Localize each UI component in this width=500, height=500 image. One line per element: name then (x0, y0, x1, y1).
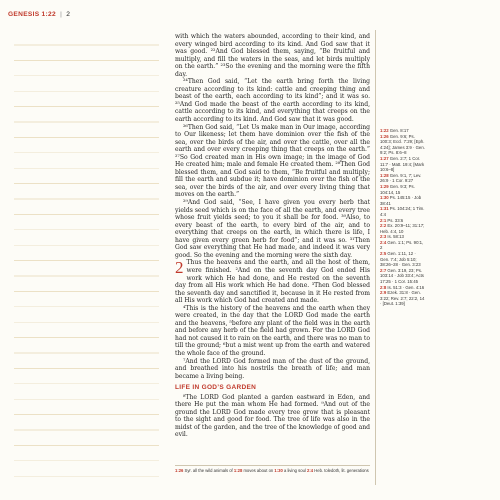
footnote (274, 468, 307, 473)
cross-reference-verse: 2:5 (380, 251, 388, 257)
cross-reference-verse: 1:28 (380, 172, 390, 178)
cross-reference-text: Gen. 8:17 (389, 128, 409, 133)
cross-reference-verse: 1:22 (380, 128, 390, 133)
cross-reference-text: Ex. 20:9–11; 31:17; Heb. 4:4, 10 (380, 223, 426, 234)
cross-reference-verse: 2:9 (380, 290, 388, 296)
chapter-start (175, 259, 370, 304)
verse-paragraph: ⁴This is the history of the heavens and the earth when they were created, in the day that the LORD God made the earth and the heavens, ⁵before any plant of the field was in the earth and before any herb of the field had grown. For the LORD God had not caused it to rain on the earth, and there was no man to till the ground; ⁶but a mist went up from the earth and watered the whole face of the ground. (175, 304, 370, 357)
cross-reference (380, 134, 426, 156)
cross-reference-text: Gen. 1:1; Ps. 90:1, 2 (380, 239, 425, 251)
chapter-number: 2 (175, 258, 184, 278)
cross-reference-text: Ezek. 31:8 · Gen. 3:22; Rev. 2:7; 22:2, 14 · [Deut. 1:39] (380, 290, 426, 307)
verse-paragraph: ⁸The LORD God planted a garden eastward in Eden, and there He put the man whom He had formed. ⁹And out of the ground the LORD God made every tree grow that is pleasant to the sight and good for food. The tree of life was also in the midst of the garden, and the tree of the knowledge of good and evil. (175, 393, 370, 439)
footnote (234, 468, 275, 473)
cross-reference-text: Gen. 3:19, 23; Ps. 103:14 · Job 33:4; Acts 17:25 · 1 Cor. 15:45 (380, 267, 426, 285)
cross-reference-verse: 1:27 (380, 155, 390, 161)
footnotes (175, 465, 370, 473)
footnote-verse: 1:26 (175, 468, 185, 473)
book-reference: GENESIS 1:22 (8, 11, 56, 18)
cross-reference (380, 156, 426, 173)
verse-paragraph: ²⁹And God said, “See, I have given you every herb that yields seed which is on the face of all the earth, and every tree whose fruit yields seed; to you it shall be for food. ³⁰Also, to every beast of the earth, to every bird of the air, and to everything that creeps on the earth, in which there is life, I have given every green herb for food”; and it was so. ³¹Then God saw everything that He had made, and indeed it was very good. So the evening and the morning were the sixth day. (175, 199, 370, 259)
cross-reference (380, 268, 426, 285)
cross-reference (380, 240, 426, 251)
header-separator: | (60, 11, 63, 18)
verse-paragraph: ²⁶Then God said, “Let Us make man in Our image, according to Our likeness; let them have dominion over the fish of the sea, over the birds of the air, and over the cattle, over all the earth and over every creeping thing that creeps on the earth.” ²⁷So God created man in His own image; in the image of God He created him; male and female He created them. ²⁸Then God blessed them, and God said to them, “Be fruitful and multiply; fill the earth and subdue it; have dominion over the fish of the sea, over the birds of the air, and over every living thing that moves on the earth.” (175, 123, 370, 199)
note-lines (14, 30, 159, 485)
cross-reference (380, 173, 426, 184)
cross-reference-verse: 1:29 (380, 183, 390, 189)
verse-paragraph: with which the waters abounded, according to their kind, and every winged bird according to its kind. And God saw that it was good. ²²And God blessed them, saying, “Be fruitful and multiply, and fill the waters in the seas, and let birds multiply on the earth.” ²³So the evening and the morning were the fifth day. (175, 33, 370, 78)
cross-reference-verse: 1:30 (380, 195, 390, 201)
footnote (307, 468, 369, 473)
cross-reference-text: Ps. 33:6 (387, 217, 404, 223)
cross-reference-text: Gen. 9:1, 7; Lev. 26:9 · 1 Cor. 9:27 (380, 172, 423, 184)
cross-reference-text: Gen. 2:7; 1 Cor. 11:7 · Matt. 19:4; [Mark 10:6–8] (380, 155, 426, 173)
footnote-text: Syr. all the wild animals of (184, 468, 234, 473)
cross-reference-text: Gen. 1:11, 12 · Gen. 7:4; Job 5:10; 38:26–28 · Gen. 3:23 (380, 251, 421, 268)
cross-reference-verse: 2:4 (380, 239, 388, 245)
cross-reference-verse: 2:8 (380, 284, 388, 290)
cross-reference (380, 184, 426, 195)
verse-paragraph: ²⁴Then God said, “Let the earth bring forth the living creature according to its kind: cattle and creeping thing and beast of the earth, each according to its kind”; and it was so. ²⁵And God made the beast of the earth according to its kind, cattle according to its kind, and everything that creeps on the earth according to its kind. And God saw that it was good. (175, 78, 370, 124)
cross-reference-column (380, 128, 426, 307)
cross-reference-text: Is. 51:3 · Gen. 4:16 (387, 284, 425, 290)
verse-text: Thus the heavens and the earth, and all the host of them, were finished. ²And on the seventh day God ended His work which He had done, and He rested on the seventh day from all His work which He had done. ³Then God blessed the seventh day and sanctified it, because in it He rested from all His work which God had created and made. (175, 259, 370, 305)
page-header (8, 11, 70, 18)
page-number: 2 (66, 11, 71, 18)
footnote-text: moves about on (243, 468, 275, 473)
footnote (175, 468, 234, 473)
footnote-verse: 1:30 (274, 468, 284, 473)
footnote-verse: 1:28 (233, 468, 244, 473)
cross-reference-text: Ps. 145:15 · Job 38:41 (380, 195, 423, 206)
cross-reference (380, 206, 426, 217)
section-heading: LIFE IN GOD’S GARDEN (175, 384, 257, 392)
footnote-verse: 2:4 (307, 468, 315, 473)
verse-paragraph: ⁷And the LORD God formed man of the dust of the ground, and breathed into his nostrils the breath of life; and man became a living being. (175, 357, 370, 380)
cross-reference-verse: 1:26 (380, 133, 390, 139)
cross-reference-verse: 2:3 (380, 234, 388, 240)
column-divider (375, 30, 376, 485)
cross-reference (380, 195, 426, 206)
cross-reference-verse: 1:31 (380, 206, 390, 212)
cross-reference-verse: 2:7 (380, 267, 388, 273)
cross-reference-text: Gen. 9:6; Ps. 100:3; Eccl. 7:29; [Eph. 4:24]; James 3:9 · Gen. 9:2; Ps. 8:6–8 (380, 133, 427, 156)
scripture-text (175, 33, 370, 439)
cross-reference-verse: 2:2 (380, 223, 388, 229)
cross-reference-text: Is. 58:13 (387, 234, 404, 240)
cross-reference (380, 223, 426, 234)
cross-reference-text: Gen. 9:3; Ps. 104:14, 15 (380, 183, 417, 195)
footnote-text: a living soul (283, 468, 307, 473)
footnote-text: Heb. toledoth, lit. generations (314, 468, 369, 473)
cross-reference-text: Ps. 104:24; 1 Tim. 4:4 (380, 206, 426, 217)
cross-reference (380, 290, 426, 307)
cross-reference-verse: 2:1 (380, 217, 388, 223)
cross-reference (380, 251, 426, 268)
